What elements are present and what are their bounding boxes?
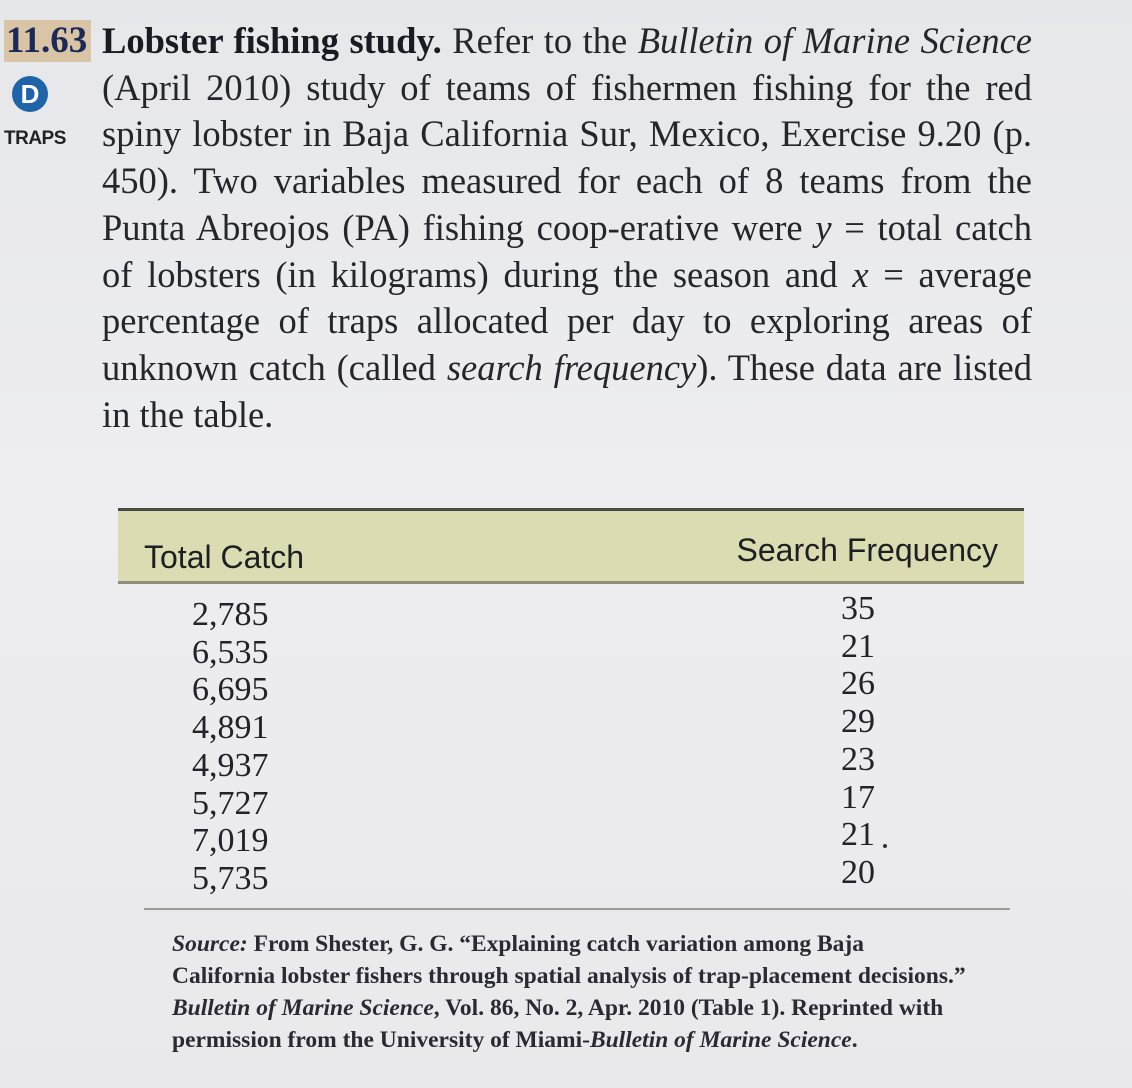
exercise-paragraph	[102, 18, 1032, 438]
search-frequency-cell: 17	[841, 778, 875, 816]
search-frequency-column	[831, 590, 875, 892]
total-catch-cell: 6,535	[192, 633, 269, 671]
search-frequency-cell: 23	[841, 740, 875, 778]
source-label: Source:	[172, 931, 248, 957]
total-catch-cell: 5,735	[192, 859, 269, 897]
search-frequency-cell: 29	[841, 703, 875, 741]
source-note	[172, 928, 972, 1056]
source-text-2: , Vol. 86, No. 2, Apr. 2010 (Table 1). Reprinted with permission from the University of Miami-	[172, 995, 944, 1053]
header-total-catch: Total Catch	[144, 539, 305, 575]
data-table	[118, 508, 1024, 904]
table-header	[118, 511, 1024, 581]
table-bottom-rule	[144, 908, 1010, 910]
source-journal: Bulletin of Marine Science	[172, 995, 434, 1021]
search-frequency-cell: 21	[841, 816, 875, 854]
total-catch-column	[192, 596, 269, 898]
paragraph-text-4: = average percentage of traps allocated per day to exploring areas of unknown catch (called	[102, 253, 1033, 388]
header-search-frequency: Search Frequency	[736, 532, 998, 568]
paragraph-text-5: ). These data are listed in the table.	[102, 346, 1033, 435]
search-frequency-cell: 35	[841, 590, 875, 627]
total-catch-cell: 4,891	[192, 709, 269, 747]
source-journal-2: Bulletin of Marine Science	[589, 1027, 852, 1053]
table-body	[118, 584, 1024, 904]
search-frequency-cell: 26	[841, 665, 875, 703]
total-catch-cell: 4,937	[192, 746, 269, 784]
total-catch-cell: 5,727	[192, 784, 269, 822]
data-file-label: TRAPS	[4, 128, 66, 149]
source-text-3: .	[851, 1027, 858, 1053]
total-catch-cell: 7,019	[192, 822, 269, 860]
x-variable: x	[852, 253, 869, 295]
source-text-1: From Shester, G. G. “Explaining catch variation among Baja California lobster fishers through spatial analysis of trap-placement decisions.”	[172, 931, 966, 989]
search-frequency-cell: 20	[841, 853, 875, 891]
exercise-title: Lobster fishing study.	[102, 20, 442, 61]
total-catch-cell: 6,695	[192, 671, 269, 709]
paragraph-text-3: = total catch of lobsters (in kilograms) during the season and	[102, 206, 1032, 295]
search-frequency-term: search frequency	[446, 346, 697, 388]
journal-name: Bulletin of Marine Science	[637, 20, 1032, 61]
stray-dot	[883, 844, 887, 848]
paragraph-text-2: (April 2010) study of teams of fishermen fishing for the red spiny lobster in Baja California Sur, Mexico, Exercise 9.20 (p. 450). Two variables measured for each of 8 teams from the Punta Abreojos (PA) fishing coop-erative were	[102, 66, 1032, 248]
exercise-number: 11.63	[4, 20, 91, 62]
paragraph-text-1: Refer to the	[441, 20, 638, 61]
y-variable: y	[815, 206, 832, 248]
total-catch-cell: 2,785	[192, 596, 269, 633]
data-set-badge-icon: D	[12, 76, 48, 112]
search-frequency-cell: 21	[841, 627, 875, 665]
